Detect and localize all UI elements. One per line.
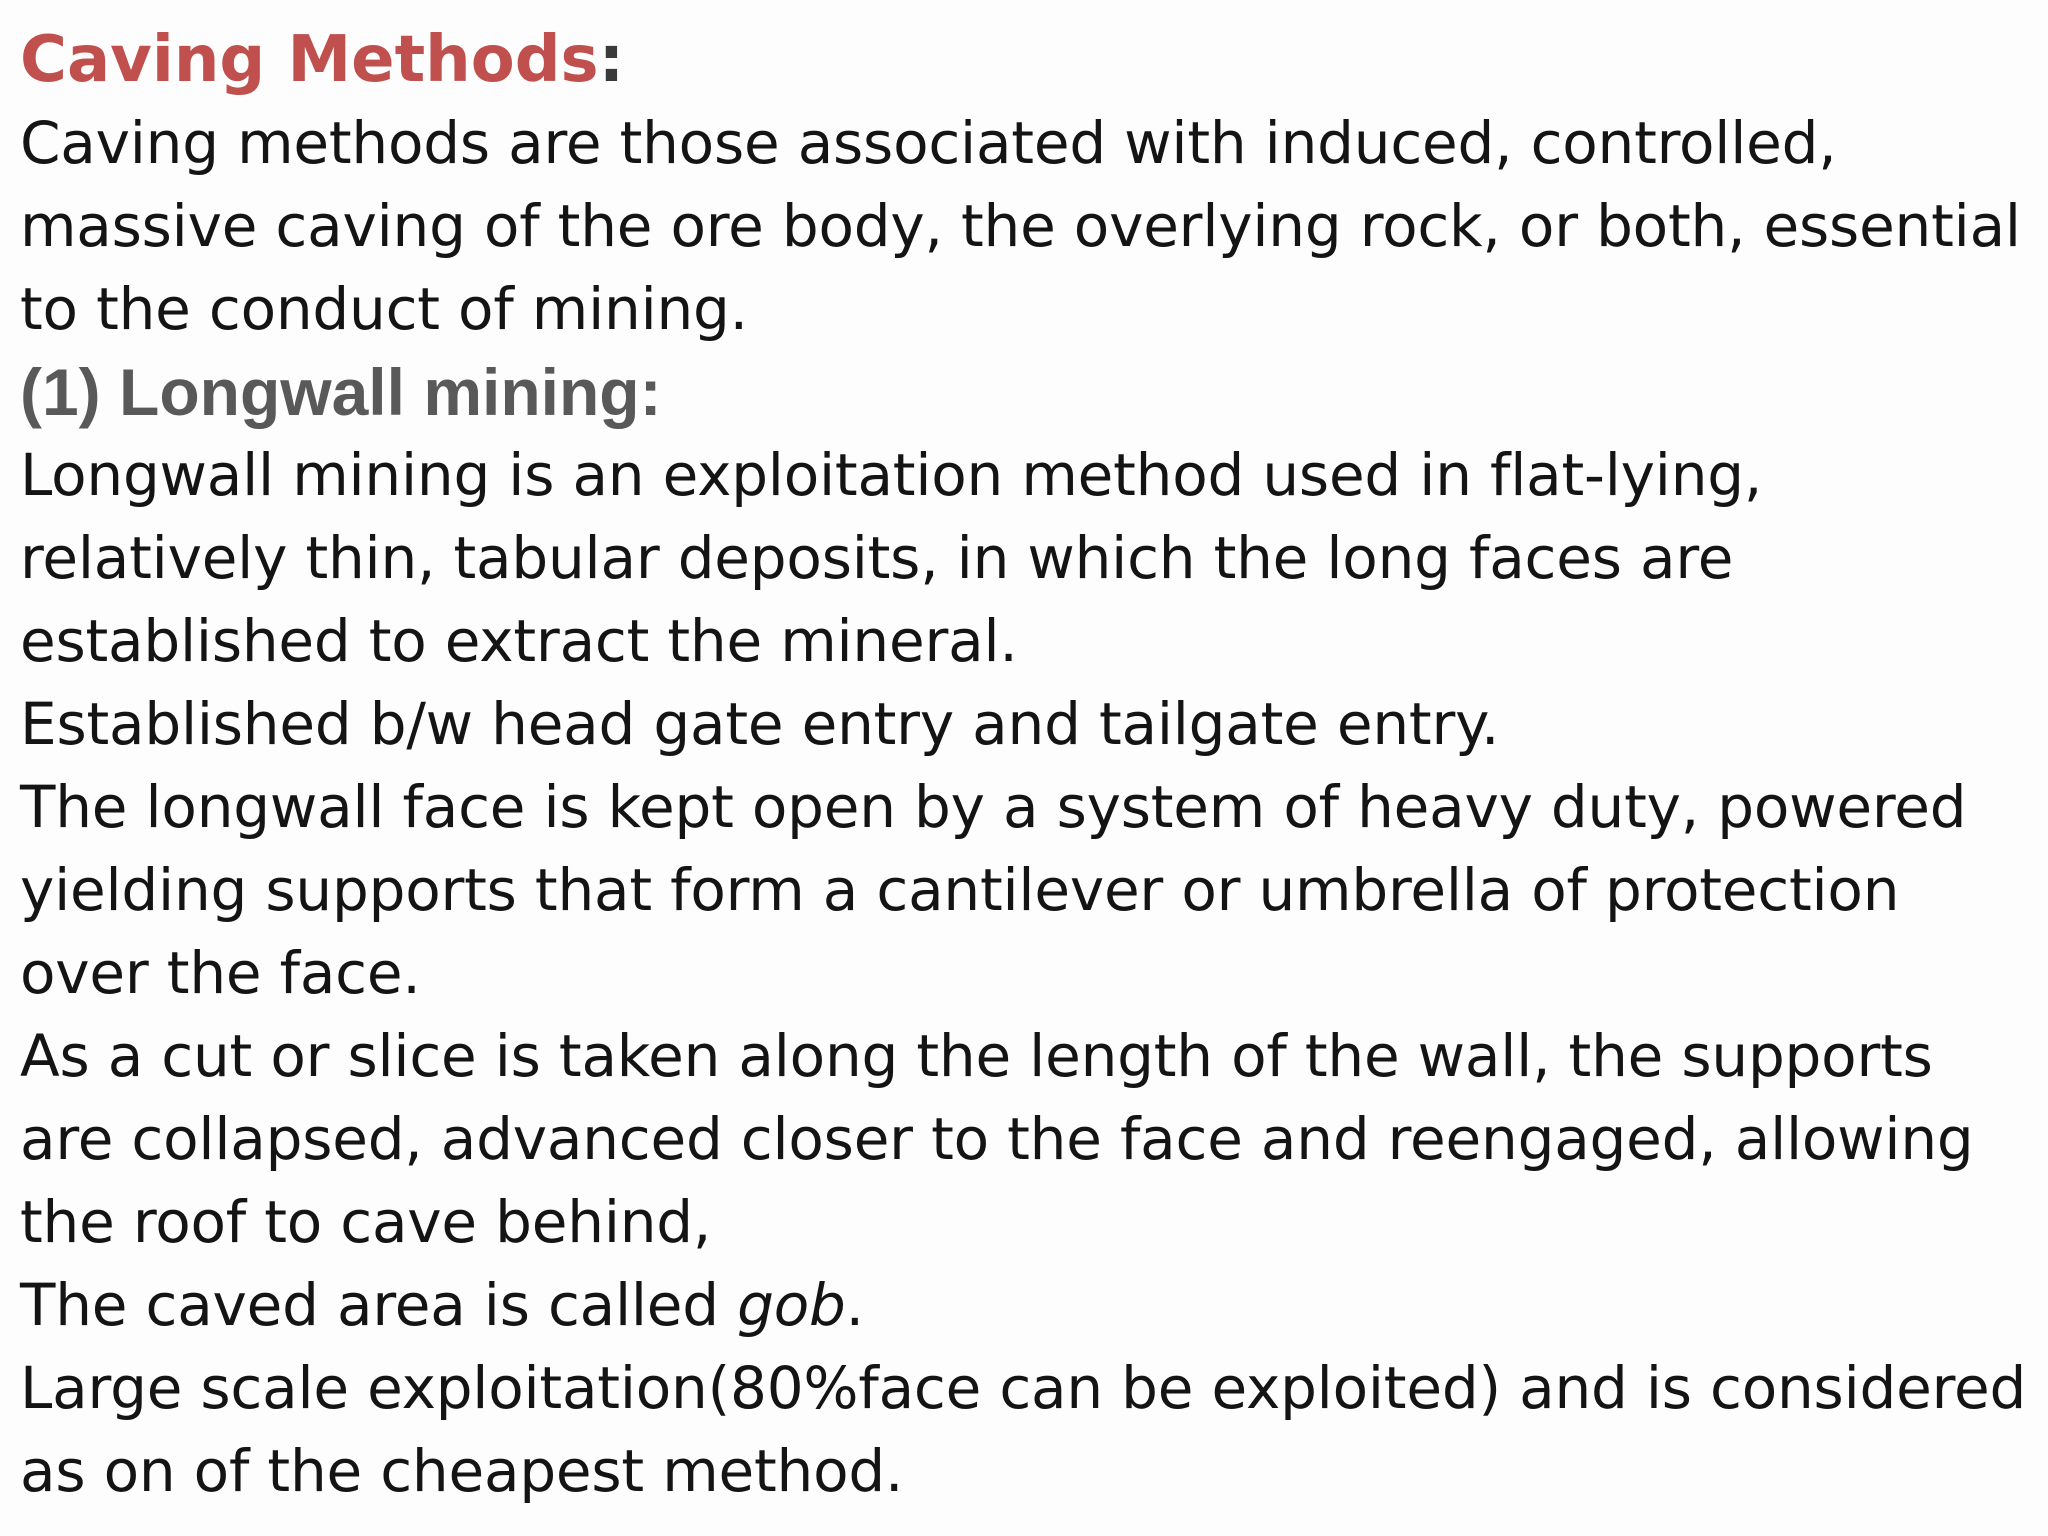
intro-paragraph: Caving methods are those associated with induced, controlled, massive caving of the ore body, the overlying rock, or both, essential to the conduct of mining. <box>20 109 2021 343</box>
paragraph-cut-slice: As a cut or slice is taken along the length of the wall, the supports are collapsed, advanced closer to the face and reengaged, allowing the roof to cave behind, <box>20 1022 1974 1256</box>
gob-suffix: . <box>845 1271 864 1339</box>
section-heading: (1) Longwall mining: <box>20 355 662 429</box>
paragraph-supports: The longwall face is kept open by a system of heavy duty, powered yielding supports that form a cantilever or umbrella of protection over the face. <box>20 773 1967 1007</box>
paragraph-definition: Longwall mining is an exploitation method used in flat-lying, relatively thin, tabular deposits, in which the long faces are established to extract the mineral. <box>20 441 1763 675</box>
paragraph-entries: Established b/w head gate entry and tailgate entry. <box>20 690 1500 758</box>
paragraph-closing: Large scale exploitation(80%face can be exploited) and is considered as on of the cheapest method. <box>20 1354 2027 1505</box>
slide-content <box>20 22 2030 1513</box>
title-text: Caving Methods <box>20 23 599 97</box>
gob-prefix: The caved area is called <box>20 1271 738 1339</box>
gob-term: gob <box>737 1271 846 1339</box>
slide-title <box>20 22 2030 98</box>
paragraph-gob <box>20 1264 2030 1347</box>
title-colon: : <box>598 23 625 97</box>
